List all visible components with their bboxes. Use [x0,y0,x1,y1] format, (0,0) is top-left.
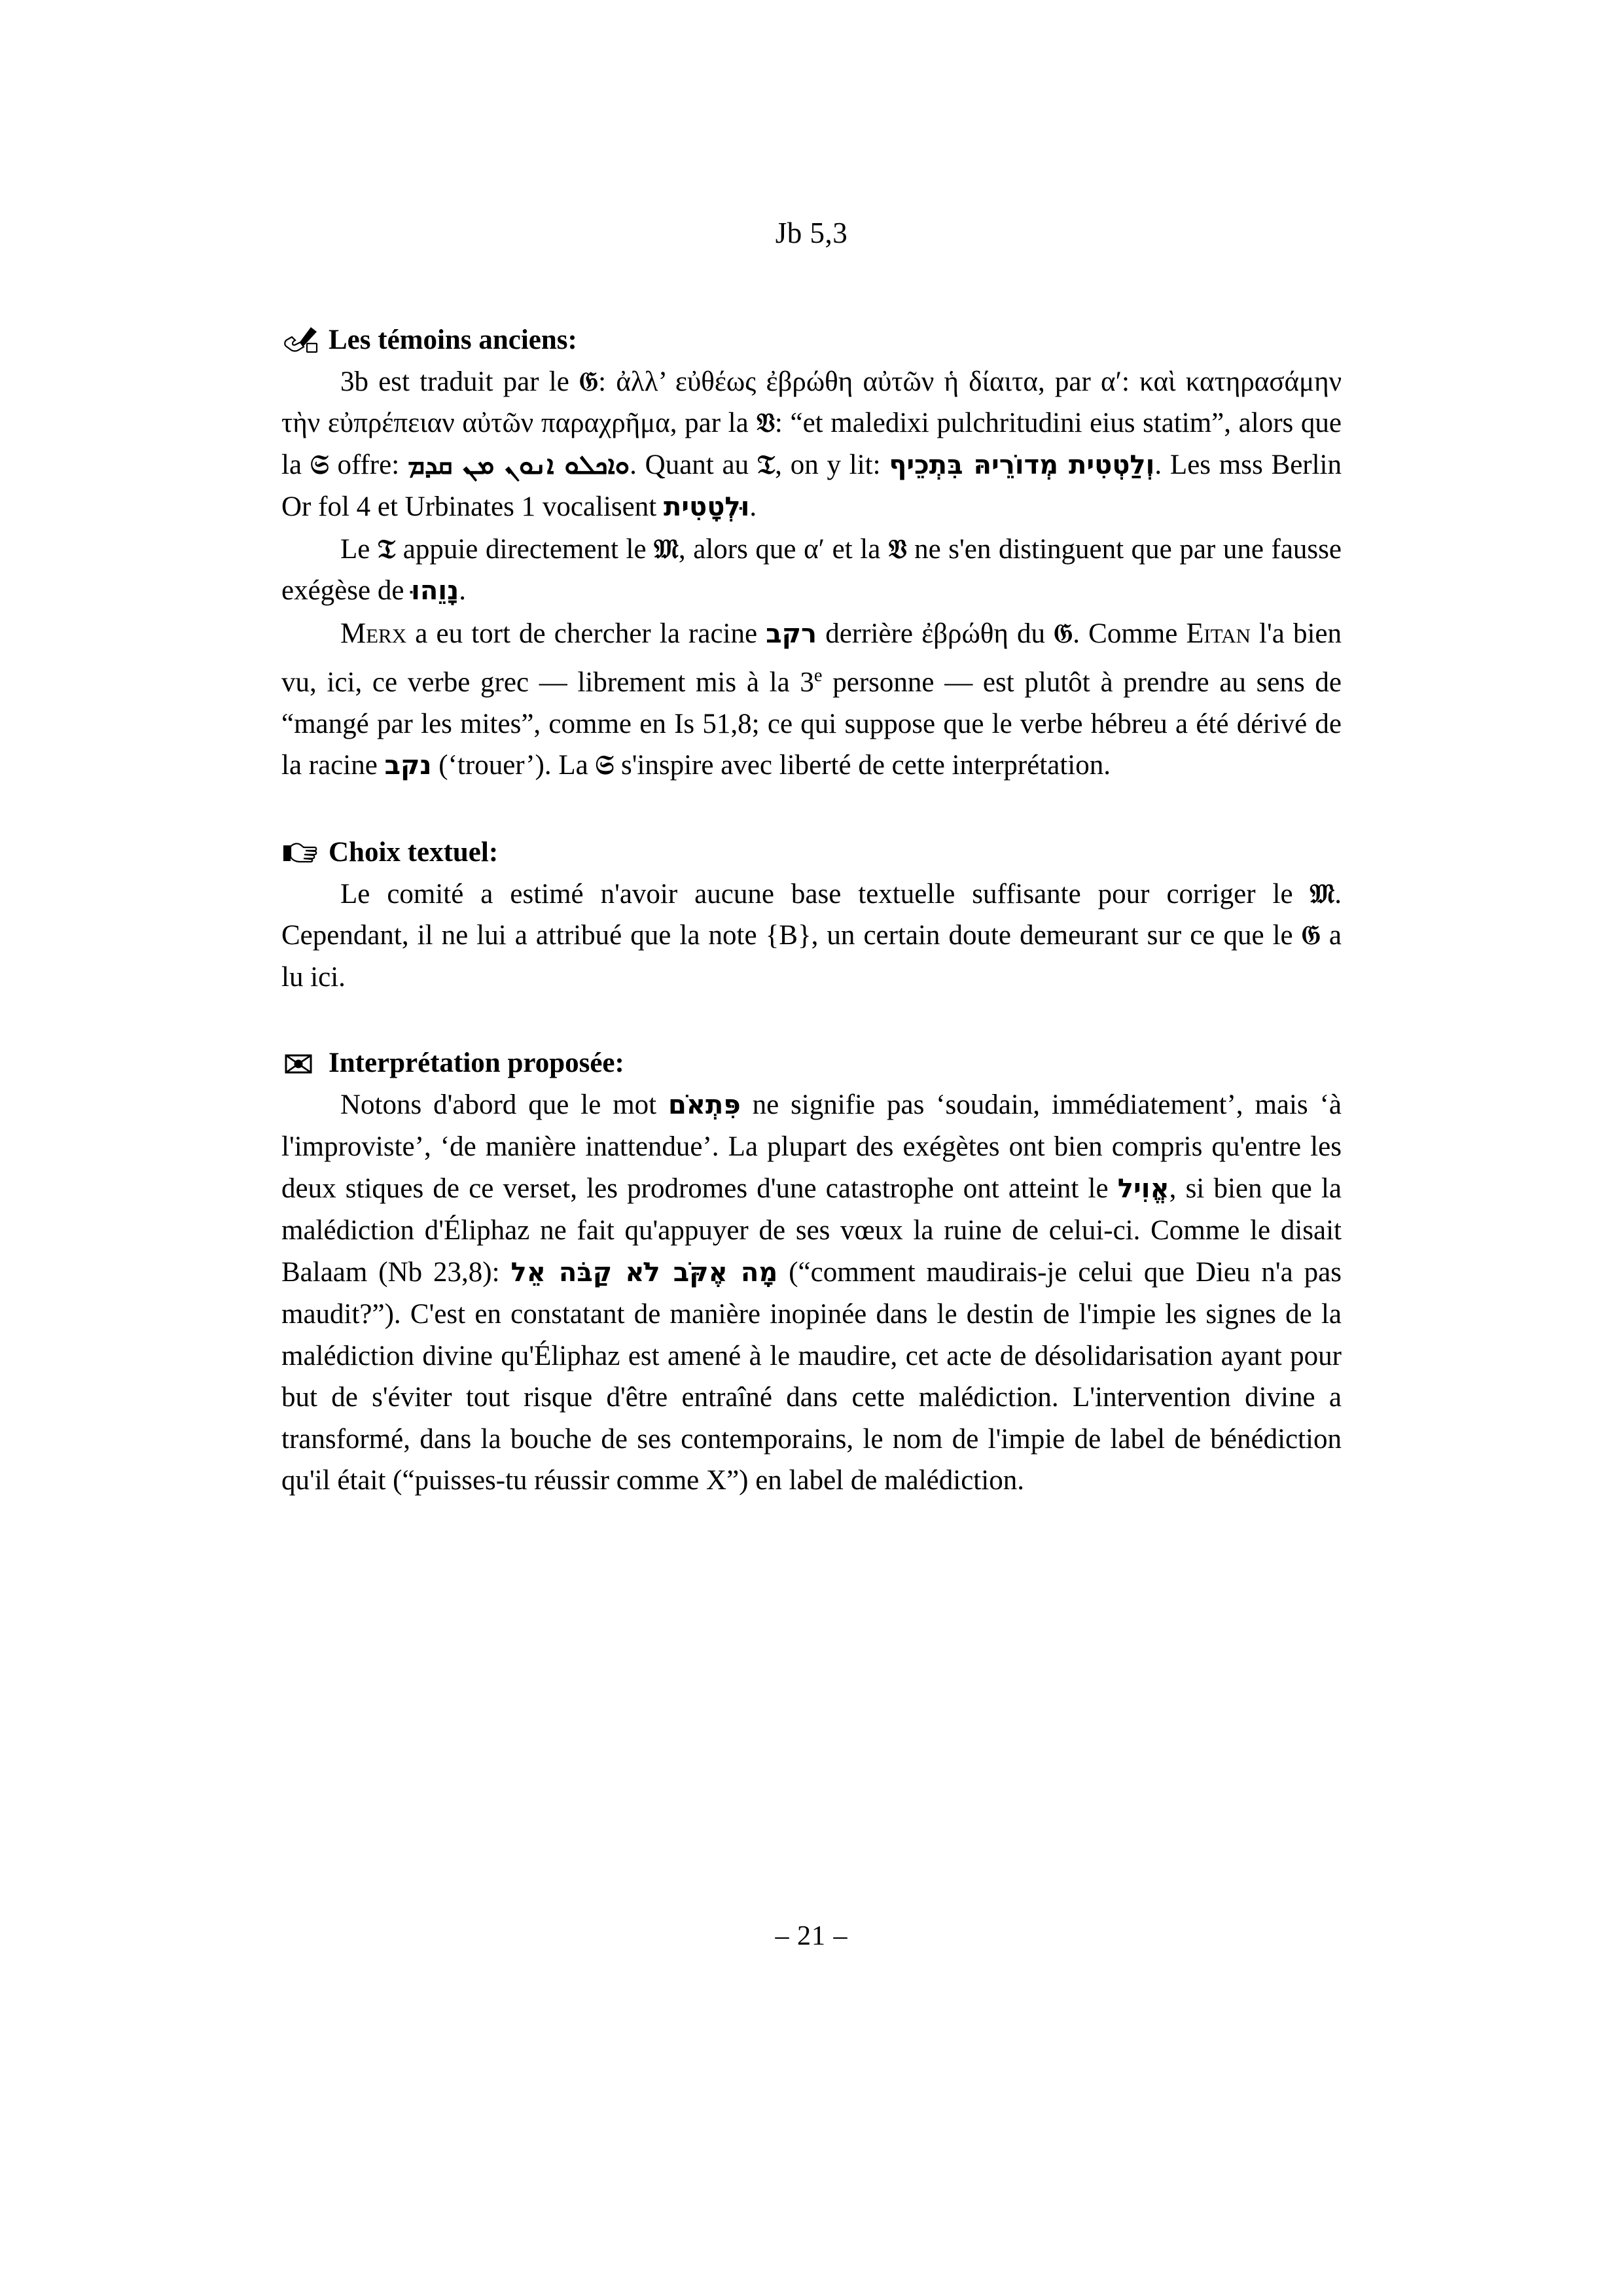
writing-hand-icon [281,326,319,355]
envelope-icon [281,1049,319,1078]
section-choix-textuel [281,836,1342,998]
paragraph-interpretation-1: Notons d'abord que le mot פִּתְאֹם ne signifie pas ‘soudain, immédiatement’, mais ‘à l'improviste’, ‘de manière inattendue’. La plupart des exégètes ont bien compris qu'entre les deux stiques de ce verset, les prodromes d'une catastrophe ont atteint le אֱוִיל, si bien que la malédiction d'Éliphaz ne fait qu'appuyer de ses vœux la ruine de celui-ci. Comme le disait Balaam (Nb 23,8): מָה אֶקֹּב לֹא קַבֹּה אֵל (“comment maudirais-je celui que Dieu n'a pas maudit?”). C'est en constatant de manière inopinée dans le destin de l'impie les signes de la malédiction divine qu'Éliphaz est amené à le maudire, cet acte de désolidarisation ayant pour but de s'éviter tout risque d'être entraîné dans cette malédiction. L'intervention divine a transformé, dans la bouche de ses contemporains, le nom de l'impie de label de bénédiction qu'il était (“puisses-tu réussir comme X”) en label de malédiction. [281,1089,1342,1496]
page-content [281,216,1342,1502]
paragraph-temoins-3: Merx a eu tort de chercher la racine רקב derrière ἐβρώθη du 𝔊. Comme Eitan l'a bien vu, ici, ce verbe grec — librement mis à la 3e personne — est plutôt à prendre au sens de “mangé par les mites”, comme en Is 51,8; ce qui suppose que le verbe hébreu a été dérivé de la racine נקב (‘trouer’). La 𝔖 s'inspire avec liberté de cette interprétation. [281,616,1342,781]
section-heading-choix-textuel [281,836,1342,870]
section-spacer-2 [281,998,1342,1046]
section-heading-label: Choix textuel: [329,836,499,868]
page-number: – 21 – [775,1921,848,1951]
section-spacer-1 [281,787,1342,836]
section-heading-label: Interprétation proposée: [329,1048,624,1079]
pointing-hand-icon [281,838,319,867]
section-interpretation-proposee [281,1046,1342,1502]
paragraph-choix-1: Le comité a estimé n'avoir aucune base textuelle suffisante pour corriger le 𝔐. Cependant, il ne lui a attribué que la note {B}, un certain doute demeurant sur ce que le 𝔊 a lu ici. [281,877,1342,993]
paragraph-temoins-2: Le 𝔗 appuie directement le 𝔐, alors que α′ et la 𝔙 ne s'en distinguent que par une fausse exégèse de נָוֵהוּ. [281,533,1342,607]
paragraph-temoins-1: 3b est traduit par le 𝔊: ἀλλ’ εὐθέως ἐβρώθη αὐτῶν ἡ δίαιτα, par α′: καὶ κατηρασάμην τὴν εὐπρέπειαν αὐτῶν παραχρῆμα, par la 𝔙: “et maledixi pulchritudini eius statim”, alors que la 𝔖 offre: ܘܐܟܠܘ ܐܢܘܢ ܡܢ ܩܕܡ. Quant au 𝔗, on y lit: וְלַטְטִית מְדוֹרֵיהּ בִּתְכֵיף. Les mss Berlin Or fol 4 et Urbinates 1 vocalisent וּלְטָטִית. [281,365,1342,523]
section-heading-label: Les témoins anciens: [329,325,577,355]
section-heading-interpretation [281,1046,1342,1080]
section-heading-temoins-anciens [281,323,1342,357]
running-head: Jb 5,3 [775,217,848,249]
section-temoins-anciens [281,323,1342,787]
